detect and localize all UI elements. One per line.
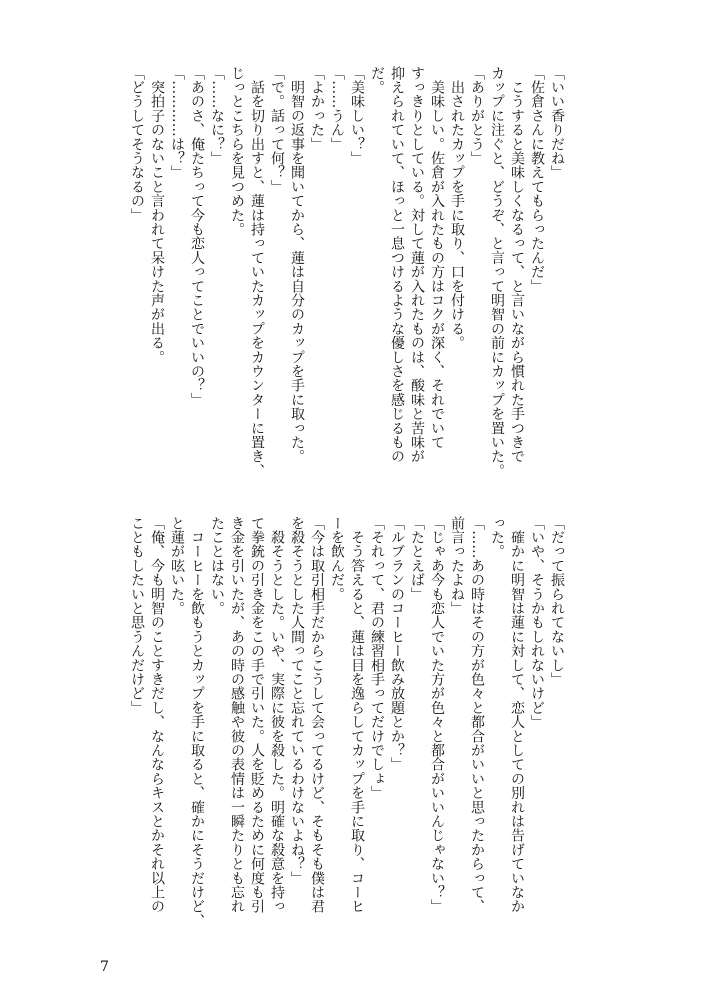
text-line: を殺そうとした人間ってこと忘れているわけないよね？」 — [289, 516, 305, 886]
text-line: 「それって、君の練習相手ってだけでしょ」 — [369, 516, 385, 800]
text-line: き金を引いたが、あの時の感触や彼の表情は一瞬たりとも忘れ — [229, 516, 245, 914]
text-line: 確かに明智は蓮に対して、恋人としての別れは告げていなか — [509, 516, 525, 914]
text-line: て拳銃の引き金をこの手で引いた。人を貶めるために何度も引 — [249, 516, 265, 914]
text-line: 「たとえば」 — [409, 516, 425, 602]
text-line: 「じゃあ今も恋人でいた方が色々と都合がいいんじゃない？」 — [429, 516, 445, 914]
text-line: と蓮が呟いた。 — [169, 516, 185, 616]
text-block-lower — [127, 516, 567, 928]
text-line: こともしたいと思うんだけど」 — [129, 516, 145, 715]
text-line: 「いや、そうかもしれないけど」 — [529, 516, 545, 729]
text-line: 「で。話って何？」 — [269, 66, 285, 194]
text-line: ーを飲んだ。 — [329, 516, 345, 602]
text-line: 「よかった」 — [309, 66, 325, 152]
text-line: コーヒーを飲もうとカップを手に取ると、確かにそうだけど、 — [189, 516, 205, 928]
text-line: 「今は取引相手だからこうして会ってるけど、そもそも僕は君 — [309, 516, 325, 914]
text-line: 「…………は？」 — [169, 66, 185, 180]
text-line: 「俺、今も明智のことすきだし、なんならキスとかそれ以上の — [149, 516, 165, 914]
text-line: 「ルブランのコーヒー飲み放題とか？」 — [389, 516, 405, 772]
text-line: 「ありがとう」 — [469, 66, 485, 166]
text-line: すっきりとしている。対して蓮が入れたものは、酸味と苦味が — [409, 66, 425, 464]
text-line: 「……あの時はその方が色々と都合がいいと思ったからって、 — [469, 516, 485, 914]
text-line: 「……なに？」 — [209, 66, 225, 166]
text-line: 「だって振られてないし」 — [549, 516, 565, 687]
text-line: 美味しい。佐倉が入れたもの方はコクが深く、それでいて — [429, 66, 445, 450]
text-line: 明智の返事を聞いてから、蓮は自分のカップを手に取った。 — [289, 66, 305, 464]
text-line: 「美味しい？」 — [349, 66, 365, 166]
text-line: たことはない。 — [209, 516, 225, 616]
text-line: そう答えると、蓮は目を逸らしてカップを手に取り、コーヒ — [349, 516, 365, 914]
text-line: 「あのさ、俺たちって今も恋人ってことでいいの？」 — [189, 66, 205, 407]
text-line: じっとこちらを見つめた。 — [229, 66, 245, 237]
page-number: 7 — [100, 959, 109, 975]
text-line: こうすると美味しくなるって、と言いながら慣れた手つきで — [509, 66, 525, 464]
text-line: カップに注ぐと、どうぞ、と言って明智の前にカップを置いた。 — [489, 66, 505, 478]
text-line: だ。 — [369, 66, 385, 95]
text-line: 「いい香りだね」 — [549, 66, 565, 180]
text-line: 殺そうとした。いや、実際に彼を殺した。明確な殺意を持っ — [269, 516, 285, 914]
text-line: 突拍子のないこと言われて呆けた声が出る。 — [149, 66, 165, 365]
text-line: 前言ったよね」 — [449, 516, 465, 616]
text-block-upper — [127, 66, 567, 478]
text-line: 出されたカップを手に取り、口を付ける。 — [449, 66, 465, 350]
text-line: った。 — [489, 516, 505, 559]
text-line: 「佐倉さんに教えてもらったんだ」 — [529, 66, 545, 294]
text-line: 抑えられていて、ほっと一息つけるような優しさを感じるもの — [389, 66, 405, 464]
text-line: 「どうしてそうなるの」 — [129, 66, 145, 223]
text-line: 「……うん」 — [329, 66, 345, 152]
text-line: 話を切り出すと、蓮は持っていたカップをカウンターに置き、 — [249, 66, 265, 478]
